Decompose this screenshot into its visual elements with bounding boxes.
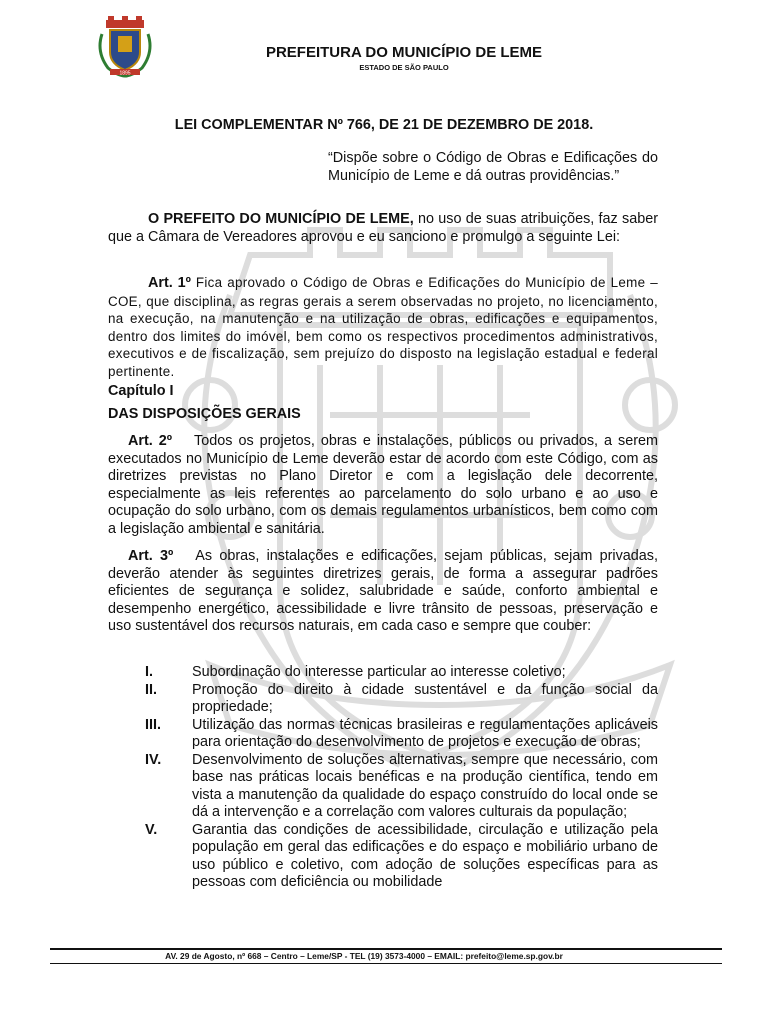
article-3-text: As obras, instalações e edificações, sejam públicas, sejam privadas, deverão atender às seguintes diretrizes gerais, de forma a assegurar padrões eficientes de segurança e solidez, salubridade e saúde, conforto ambiental e desempenho energético, acessibilidade e livre trânsito de pessoas, preservação e uso sustentável dos recursos naturais, em cada caso e sempre que couber: [108,548,658,634]
footer-address: AV. 29 de Agosto, nº 668 – Centro – Leme/SP - TEL (19) 3573-4000 – EMAIL: prefeito@leme.sp.gov.br [165,951,563,961]
article-1-label: Art. 1º [148,275,191,291]
article-2-label: Art. 2º [128,433,173,449]
article-1 [108,274,658,380]
footer-rule-top [50,948,722,950]
list-item: II. Promoção do direito à cidade sustentável e da função social da propriedade; [145,681,658,715]
law-summary: “Dispõe sobre o Código de Obras e Edificações do Município de Leme e dá outras providências.” [328,150,658,184]
svg-text:1895: 1895 [119,70,131,77]
list-item: V. Garantia das condições de acessibilidade, circulação e utilização pela população em geral das edificações e do espaço e mobiliário urbano de uso público e coletivo, com adoção de soluções específicas para as pessoas com deficiência ou mobilidade [145,821,658,890]
law-title: LEI COMPLEMENTAR Nº 766, DE 21 DE DEZEMBRO DE 2018. [174,117,594,133]
article-3-items [108,664,658,892]
preamble-paragraph [108,211,658,246]
footer-rule-bottom [50,963,722,964]
article-2-text: Todos os projetos, obras e instalações, públicos ou privados, a serem executados no Município de Leme deverão estar de acordo com este Código, com as diretrizes previstas no Plano Diretor e com a legislação dele decorrente, especialmente as leis referentes ao parcelamento do solo urbano e ao uso e ocupação do solo urbano, com os demais regulamentos urbanísticos, bem como com a legislação ambiental e sanitária. [108,433,658,537]
list-item: IV. Desenvolvimento de soluções alternativas, sempre que necessário, com base nas práticas locais benéficas e na produção científica, tendo em vista a manutenção da qualidade do espaço construído do local onde se dá a intervenção e a correlação com valores culturais da população; [145,751,658,820]
article-3-label: Art. 3º [128,548,174,564]
chapter-label: Capítulo I [108,383,174,399]
article-1-text: Fica aprovado o Código de Obras e Edificações do Município de Leme – COE, que disciplina, as regras gerais a serem observadas no projeto, no licenciamento, na execução, na manutenção e na utilização de obras, edificações e equipamentos, dentro dos limites do imóvel, bem como os respectivos procedimentos administrativos, executivos e de fiscalização, sem prejuízo do disposto na legislação estadual e federal pertinente. [108,275,658,379]
list-item: I. Subordinação do interesse particular ao interesse coletivo; [145,664,566,680]
preamble-bold: O PREFEITO DO MUNICÍPIO DE LEME, [148,211,414,227]
article-3 [108,548,658,636]
chapter-title: DAS DISPOSIÇÕES GERAIS [108,406,301,422]
header-title: PREFEITURA DO MUNICÍPIO DE LEME [265,44,543,61]
header-subtitle: ESTADO DE SÃO PAULO [359,63,449,72]
list-item: III. Utilização das normas técnicas brasileiras e regulamentações aplicáveis para orientação do desenvolvimento de projetos e execução de obras; [145,716,658,750]
preamble-text: no uso de suas atribuições, faz saber que a Câmara de Vereadores aprovou e eu sanciono e promulgo a seguinte Lei: [108,211,658,245]
article-2 [108,433,658,538]
